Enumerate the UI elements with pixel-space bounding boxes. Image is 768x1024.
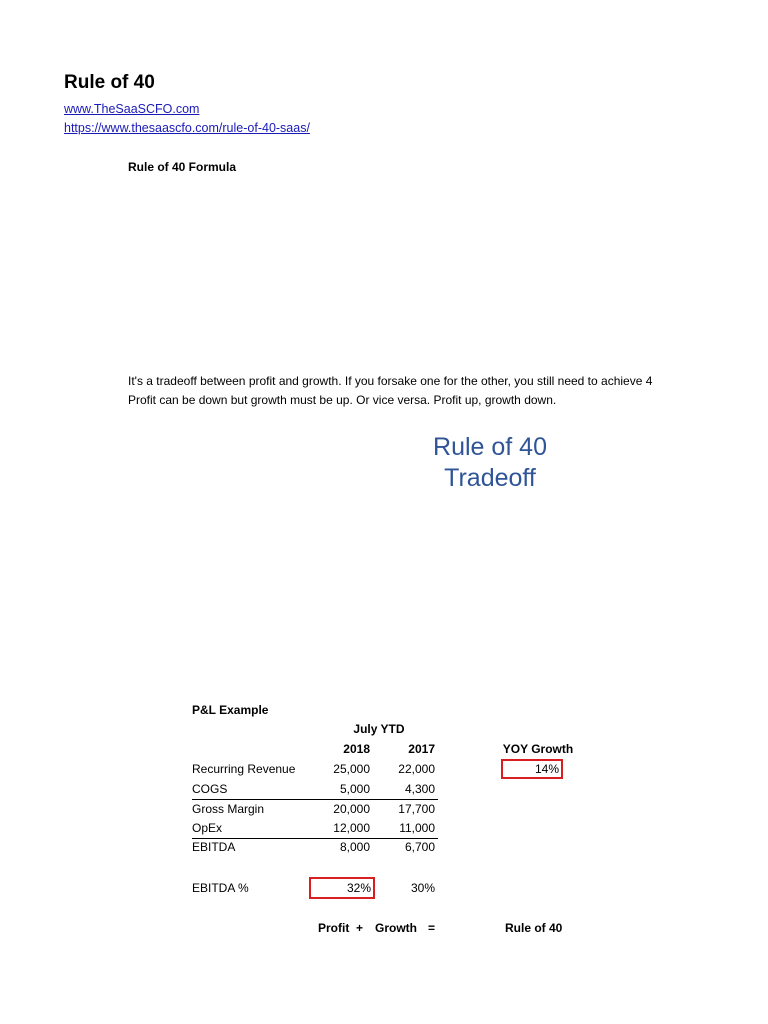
value-2018: 20,000 [333,802,370,816]
tradeoff-text-line-2: Profit can be down but growth must be up. Or vice versa. Profit up, growth down. [128,393,557,407]
table-row [192,760,438,779]
ebitda-percent-2017: 30% [410,881,435,895]
tradeoff-graphic-title: Rule of 40 Tradeoff [433,433,547,492]
year-header-2018: 2018 [343,742,370,756]
formula-result: Rule of 40 [505,921,563,935]
article-link[interactable]: https://www.thesaascfo.com/rule-of-40-saas/ [64,121,310,135]
value-2018: 8,000 [339,840,370,854]
value-2017: 17,700 [398,802,435,816]
formula-plus: + [356,921,364,935]
table-row [192,780,438,800]
ebitda-percent-2018: 32% [309,877,375,899]
value-2017: 6,700 [404,840,435,854]
formula-heading: Rule of 40 Formula [128,160,237,174]
value-2018: 5,000 [339,782,370,796]
value-2017: 4,300 [404,782,435,796]
table-row [192,838,438,857]
row-label: COGS [192,782,228,796]
row-label: Gross Margin [192,802,265,816]
yoy-growth-value: 14% [501,759,563,779]
yoy-growth-header: YOY Growth [502,742,574,756]
ebitda-percent-label: EBITDA % [192,881,249,895]
row-label: EBITDA [192,840,236,854]
period-header: July YTD [353,722,405,736]
table-row [192,819,438,839]
page-title: Rule of 40 [64,72,155,93]
tradeoff-text-line-1: It's a tradeoff between profit and growth. If you forsake one for the other, you still need to achieve 4 [128,374,653,388]
formula-equals: = [428,921,436,935]
row-label: OpEx [192,821,223,835]
year-header-2017: 2017 [408,742,435,756]
value-2018: 12,000 [333,821,370,835]
formula-profit: Profit [318,921,350,935]
row-label: Recurring Revenue [192,762,296,776]
table-row [192,800,438,819]
formula-growth: Growth [375,921,417,935]
value-2018: 25,000 [333,762,370,776]
website-link[interactable]: www.TheSaaSCFO.com [64,102,200,116]
pl-example-title: P&L Example [192,703,269,717]
value-2017: 22,000 [398,762,435,776]
value-2017: 11,000 [399,821,435,835]
